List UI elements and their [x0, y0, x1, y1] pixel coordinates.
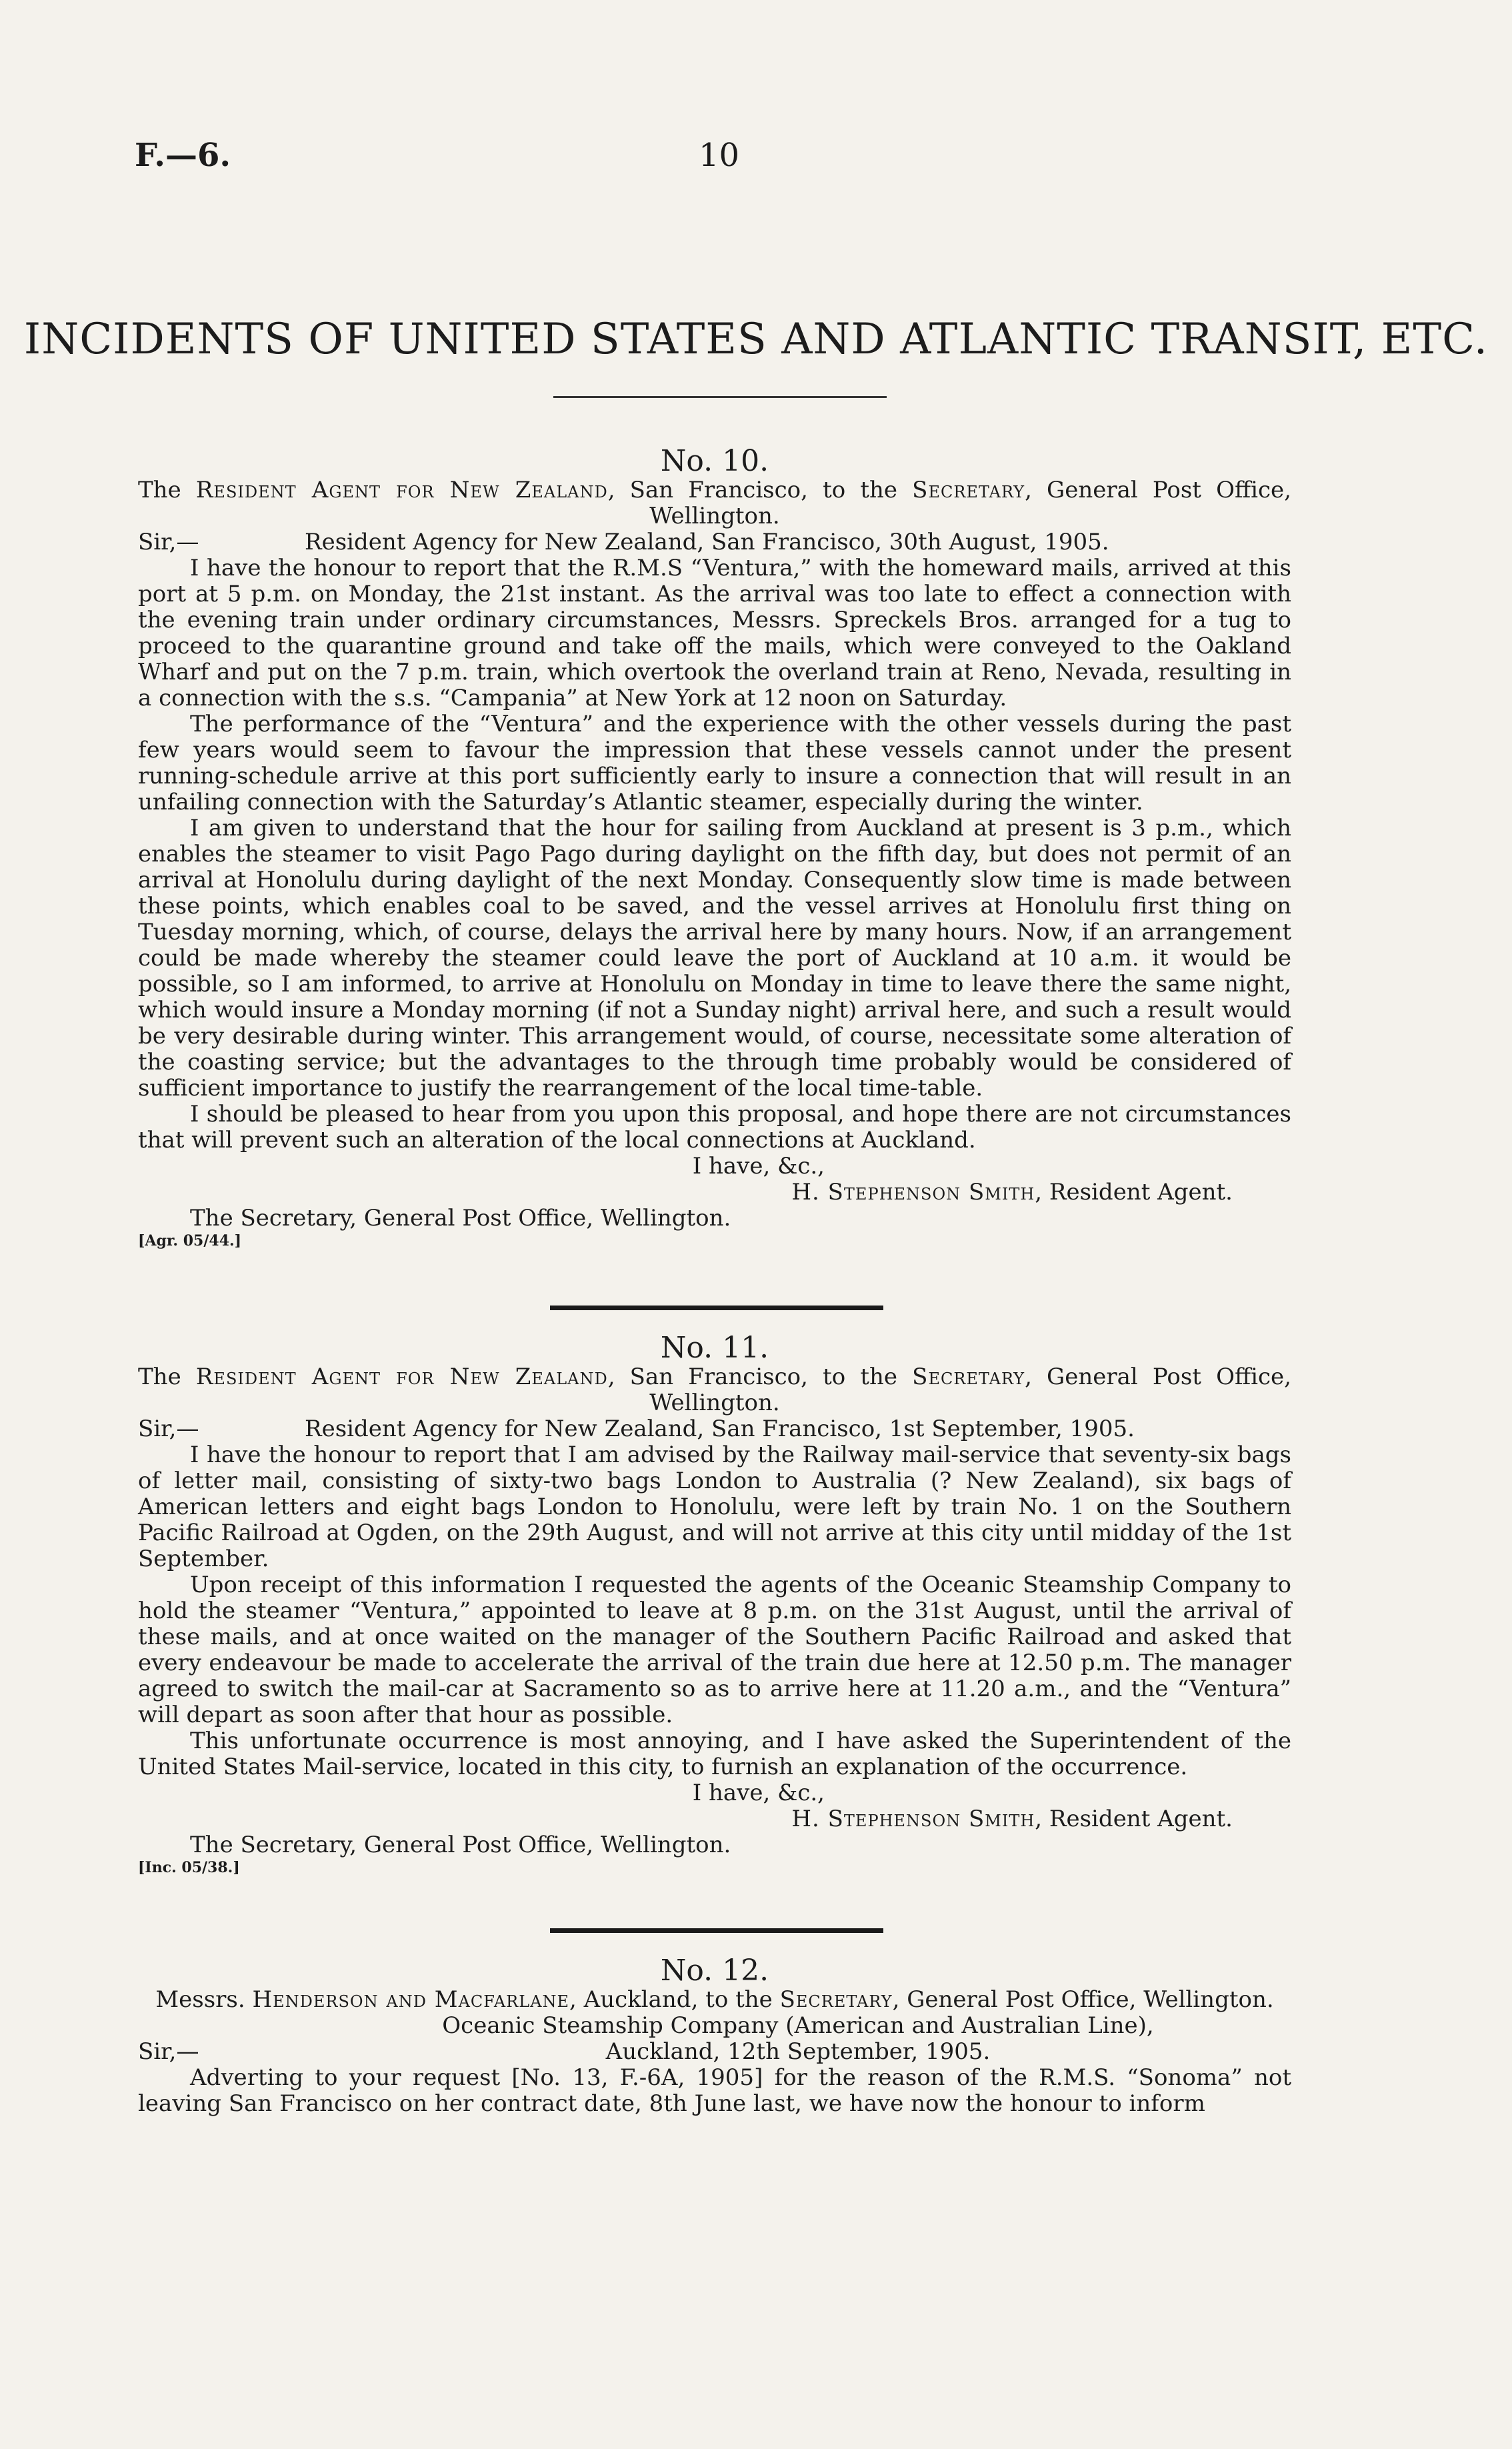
title-divider: [553, 396, 887, 398]
addressee: The Secretary, General Post Office, Wellington.: [190, 1205, 731, 1232]
dateline: Oceanic Steamship Company (American and Australian Line), Auckland, 12th September, 1905.: [442, 2012, 1154, 2065]
letter-no-10: [138, 445, 1291, 1250]
paragraph: The performance of the “Ventura” and the experience with the other vessels during the past few years would seem to favour the impression that these vessels cannot under the present running-schedule arrive at this port sufficiently early to insure a connection that will result in an unfailing connection with the Saturday’s Atlantic steamer, especially during the winter.: [138, 711, 1291, 815]
salutation-row: [138, 1416, 1291, 1442]
letter-no-12: [138, 1955, 1291, 2117]
signature: H. Stephenson Smith, Resident Agent.: [791, 1179, 1233, 1205]
letter-address: The Resident Agent for New Zealand, San Francisco, to the Secretary, General Post Office, Wellington.: [138, 1364, 1291, 1416]
sender-name: Henderson and Macfarlane: [252, 1986, 570, 2013]
letter-number: No. 10.: [660, 444, 769, 478]
letter-number: No. 12.: [660, 1954, 769, 1988]
paragraph: Adverting to your request [No. 13, F.-6A, 1905] for the reason of the R.M.S. “Sonoma” not leaving San Francisco on her contract date, 8th June last, we have now the honour to inform: [138, 2064, 1291, 2117]
paragraph: This unfortunate occurrence is most annoying, and I have asked the Superintendent of the United States Mail-service, located in this city, to furnish an explanation of the occurrence.: [138, 1728, 1291, 1780]
section-code: F.—6.: [135, 137, 231, 174]
page-number: 10: [699, 137, 740, 174]
paragraph: Upon receipt of this information I requested the agents of the Oceanic Steamship Company to hold the steamer “Ventura,” appointed to leave at 8 p.m. on the 31st August, until the arrival of these mails, and at once waited on the manager of the Southern Pacific Railroad and asked that every endeavour be made to accelerate the arrival of the train due here at 12.50 p.m. The manager agreed to switch the mail-car at Sacramento so as to arrive here at 11.20 a.m., and the “Ventura” will depart as soon after that hour as possible.: [138, 1572, 1291, 1728]
dateline: Resident Agency for New Zealand, San Francisco, 1st September, 1905.: [305, 1416, 1135, 1442]
sender-name: Resident Agent for New Zealand: [195, 477, 608, 503]
letter-number: No. 11.: [660, 1331, 769, 1365]
section-divider: [550, 1306, 883, 1310]
recipient-name: Secretary: [912, 477, 1025, 503]
reference-code: [Agr. 05/44.]: [138, 1232, 242, 1250]
sender-name: Resident Agent for New Zealand: [195, 1364, 608, 1390]
paragraph: I should be pleased to hear from you upon this proposal, and hope there are not circumstances that will prevent such an alteration of the local connections at Auckland.: [138, 1101, 1291, 1153]
recipient-name: Secretary: [779, 1986, 893, 2013]
letter-no-11: [138, 1332, 1291, 1877]
closing: I have, &c.,: [692, 1780, 825, 1806]
recipient-name: Secretary: [912, 1364, 1025, 1390]
dateline: Resident Agency for New Zealand, San Francisco, 30th August, 1905.: [305, 529, 1109, 555]
paragraph: I have the honour to report that I am advised by the Railway mail-service that seventy-six bags of letter mail, consisting of sixty-two bags London to Australia (? New Zealand), six bags of American letters and eight bags London to Honolulu, were left by train No. 1 on the Southern Pacific Railroad at Ogden, on the 29th August, and will not arrive at this city until midday of the 1st September.: [138, 1442, 1291, 1572]
salutation-row: [138, 2013, 1291, 2065]
addressee: The Secretary, General Post Office, Wellington.: [190, 1832, 731, 1858]
section-divider: [550, 1928, 883, 1933]
page-title: INCIDENTS OF UNITED STATES AND ATLANTIC TRANSIT, ETC.: [23, 315, 1489, 364]
closing: I have, &c.,: [692, 1153, 825, 1179]
paragraph: I am given to understand that the hour for sailing from Auckland at present is 3 p.m., which enables the steamer to visit Pago Pago during daylight on the fifth day, but does not permit of an arrival at Honolulu during daylight of the next Monday. Consequently slow time is made between these points, which enables coal to be saved, and the vessel arrives at Honolulu first thing on Tuesday morning, which, of course, delays the arrival here by many hours. Now, if an arrangement could be made whereby the steamer could leave the port of Auckland at 10 a.m. it would be possible, so I am informed, to arrive at Honolulu on Monday in time to leave there the same night, which would insure a Monday morning (if not a Sunday night) arrival here, and such a result would be very desirable during winter. This arrangement would, of course, necessitate some alteration of the coasting service; but the advantages to the through time probably would be considered of sufficient importance to justify the rearrangement of the local time-table.: [138, 815, 1291, 1101]
signature: H. Stephenson Smith, Resident Agent.: [791, 1806, 1233, 1832]
letter-address: The Resident Agent for New Zealand, San Francisco, to the Secretary, General Post Office, Wellington.: [138, 477, 1291, 529]
salutation: Sir,—: [138, 2038, 199, 2065]
paragraph: I have the honour to report that the R.M.S “Ventura,” with the homeward mails, arrived at this port at 5 p.m. on Monday, the 21st instant. As the arrival was too late to effect a connection with the evening train under ordinary circumstances, Messrs. Spreckels Bros. arranged for a tug to proceed to the quarantine ground and take off the mails, which were conveyed to the Oakland Wharf and put on the 7 p.m. train, which overtook the overland train at Reno, Nevada, resulting in a connection with the s.s. “Campania” at New York at 12 noon on Saturday.: [138, 555, 1291, 711]
salutation: Sir,—: [138, 1416, 199, 1442]
reference-code: [Inc. 05/38.]: [138, 1859, 240, 1876]
salutation: Sir,—: [138, 529, 199, 555]
salutation-row: [138, 529, 1291, 555]
letter-address: Messrs. Henderson and Macfarlane, Auckland, to the Secretary, General Post Office, Wellington.: [155, 1986, 1274, 2013]
